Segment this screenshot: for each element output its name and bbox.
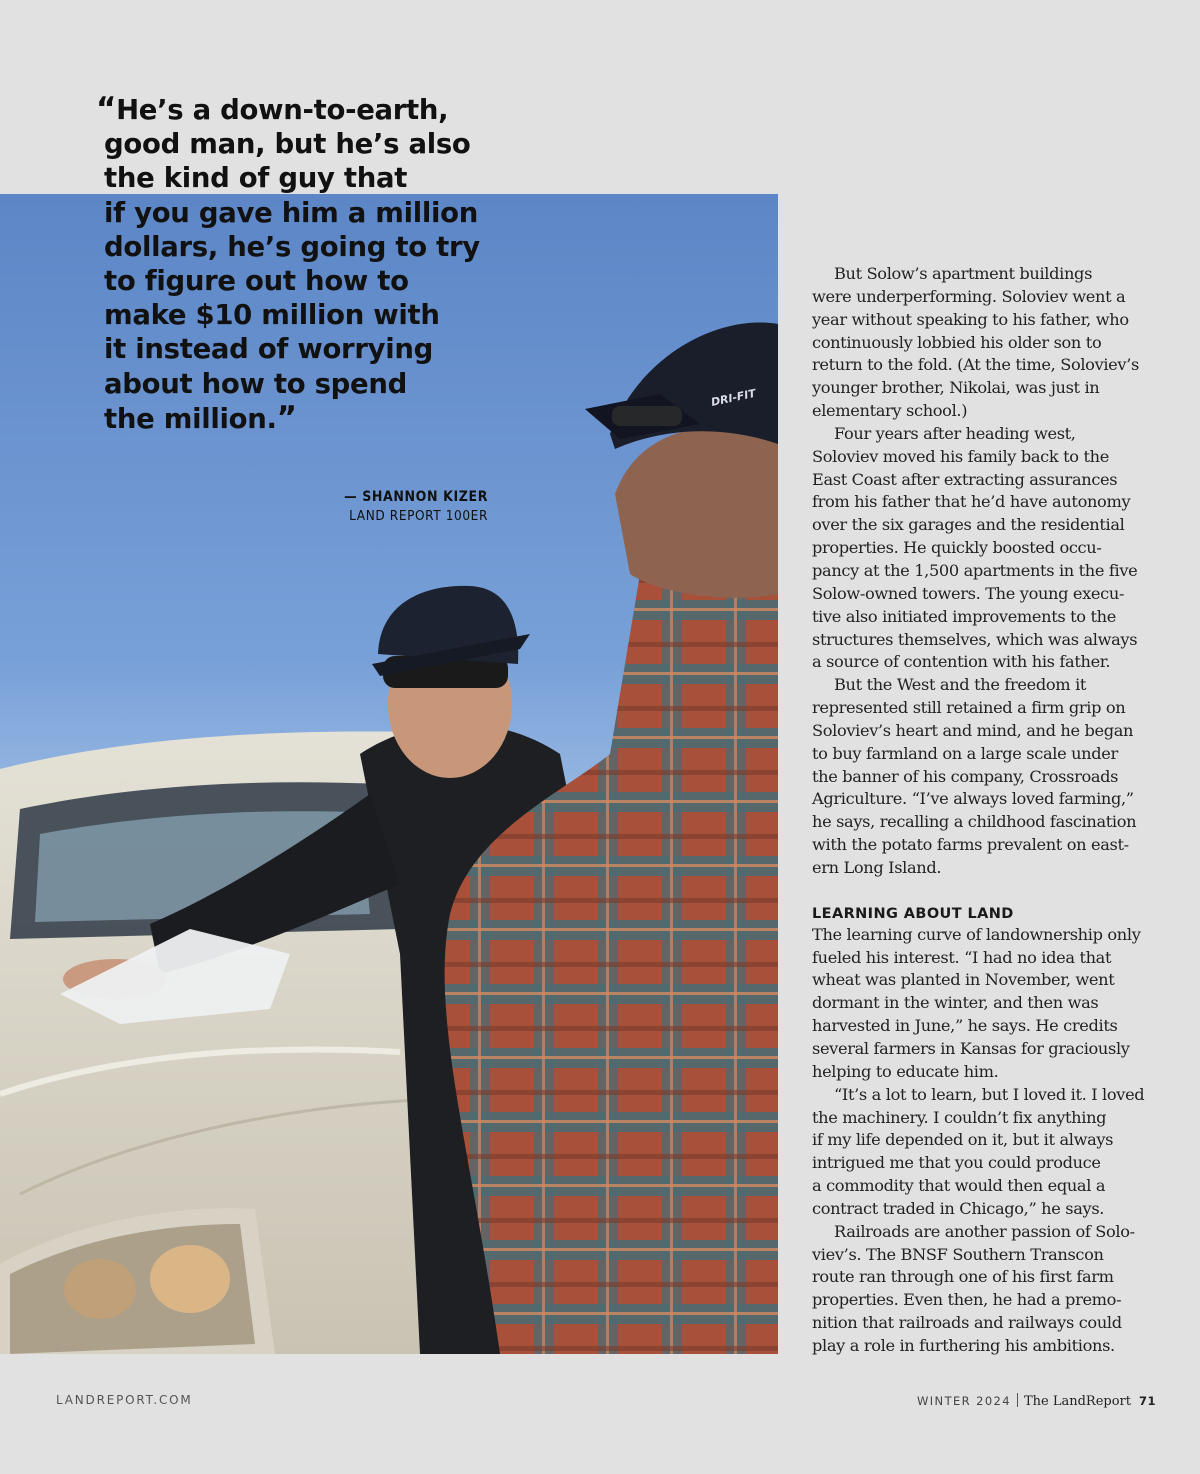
text-line: the machinery. I couldn’t fix anything [812,1107,1107,1127]
text-line: properties. Even then, he had a premo- [812,1290,1122,1310]
text-line: with the potato farms prevalent on east- [812,835,1129,855]
footer-divider [1017,1393,1018,1407]
text-line: East Coast after extracting assurances [812,469,1118,489]
section-subhead: LEARNING ABOUT LAND [812,905,1014,922]
pull-quote-line: if you gave him a million [104,196,479,229]
pull-quote-line: good man, but he’s also [104,128,471,161]
cap-logo-text: DRI-FIT [709,386,758,409]
text-line: a commodity that would then equal a [812,1176,1106,1196]
text-line: several farmers in Kansas for graciously [812,1039,1130,1058]
pull-quote [96,92,526,436]
text-line: helping to educate him. [812,1061,999,1081]
text-line: Soloviev’s heart and mind, and he began [812,720,1134,740]
text-line: “It’s a lot to learn, but I loved it. I loved [834,1084,1145,1104]
attribution-role: LAND REPORT 100ER [349,508,488,524]
text-line: Railroads are another passion of Solo- [834,1221,1135,1241]
text-line: Agriculture. “I’ve always loved farming,” [812,789,1134,809]
text-line: tive also initiated improvements to the [812,606,1116,626]
text-line: structures themselves, which was always [812,629,1138,649]
pull-quote-line: to figure out how to [104,265,409,298]
text-line: year without speaking to his father, who [812,309,1129,329]
attribution-name: — SHANNON KIZER [344,489,488,505]
open-quote-mark: “ [96,91,117,127]
text-line: continuously lobbied his older son to [812,332,1102,352]
text-line: a source of contention with his father. [812,652,1111,672]
text-line: pancy at the 1,500 apartments in the five [812,560,1138,580]
text-line: ern Long Island. [812,857,942,877]
footer-folio [917,1393,1156,1409]
pull-quote-line: the million.” [104,399,297,436]
text-line: return to the fold. (At the time, Soloviev’s [812,355,1139,375]
text-line: harvested in June,” he says. He credits [812,1016,1118,1036]
text-line: if my life depended on it, but it always [812,1130,1114,1150]
text-line: represented still retained a firm grip on [812,698,1126,718]
text-line: But Solow’s apartment buildings [834,264,1093,283]
paragraph [812,924,1142,1084]
text-line: nition that railroads and railways could [812,1313,1122,1333]
text-line: dormant in the winter, and then was [812,993,1099,1013]
text-line: over the six garages and the residential [812,515,1125,535]
pull-quote-line: dollars, he’s going to try [104,230,480,263]
text-line: viev’s. The BNSF Southern Transcon [812,1244,1104,1264]
paragraph [812,1084,1145,1221]
text-line: properties. He quickly boosted occu- [812,538,1102,558]
pull-quote-line: it instead of worrying [104,333,433,366]
page-number: 71 [1138,1394,1156,1408]
text-line: the banner of his company, Crossroads [812,766,1119,786]
paragraph [812,263,1142,423]
text-line: route ran through one of his first farm [812,1267,1114,1287]
text-line: he says, recalling a childhood fascination [812,812,1137,832]
text-line: younger brother, Nikolai, was just in [812,378,1100,398]
paragraph [812,423,1142,674]
text-line: intrigued me that you could produce [812,1153,1101,1173]
pull-quote-attribution [300,488,488,526]
pull-quote-line: about how to spend [104,367,408,400]
pull-quote-line: make $10 million with [104,299,440,332]
text-line: to buy farmland on a large scale under [812,743,1118,763]
text-line: Soloviev moved his family back to the [812,446,1109,466]
text-line: wheat was planted in November, went [812,970,1115,990]
text-line: were underperforming. Soloviev went a [812,286,1126,306]
text-line: elementary school.) [812,401,968,421]
article-body-column [812,263,1145,1358]
pull-quote-line: “He’s a down-to-earth, [96,91,449,127]
text-line: But the West and the freedom it [834,675,1087,695]
text-line: contract traded in Chicago,” he says. [812,1198,1105,1218]
footer-magazine-name: The LandReport [1023,1394,1131,1409]
paragraph [812,1221,1142,1358]
text-line: fueled his interest. “I had no idea that [812,947,1112,967]
text-line: Solow-owned towers. The young execu- [812,583,1125,603]
text-line: The learning curve of landownership only [812,924,1141,944]
close-quote-mark: ” [276,399,297,436]
text-line: play a role in furthering his ambitions. [812,1335,1115,1355]
paragraph [812,674,1142,880]
footer-issue: WINTER 2024 [917,1394,1011,1408]
pull-quote-line: the kind of guy that [104,162,408,195]
text-line: from his father that he’d have autonomy [812,492,1131,512]
footer-site-url: LANDREPORT.COM [56,1393,193,1407]
text-line: Four years after heading west, [834,423,1076,443]
